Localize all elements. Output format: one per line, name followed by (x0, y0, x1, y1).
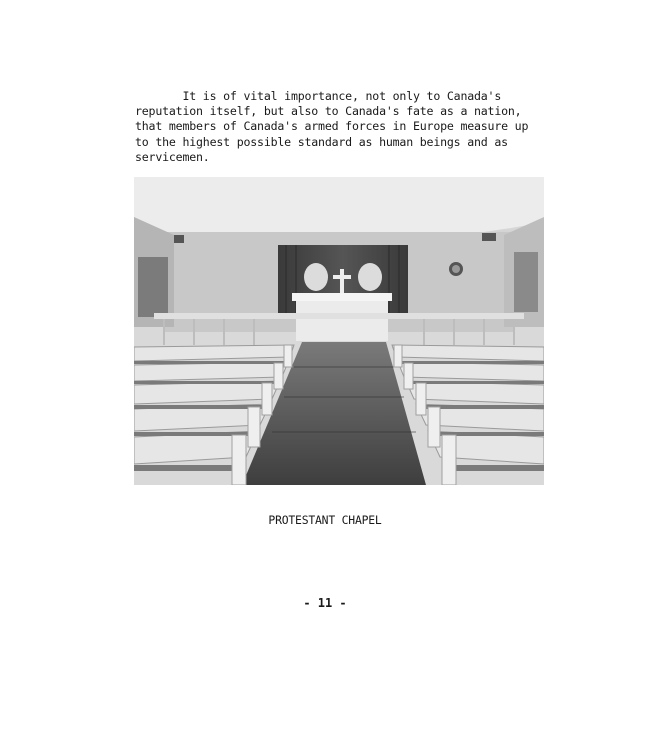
photo-caption: PROTESTANT CHAPEL (268, 513, 382, 527)
paragraph-line: servicemen. (135, 149, 210, 164)
paragraph-line: It is of vital importance, not only to Canada's (135, 89, 502, 103)
paragraph-line: to the highest possible standard as human beings and as (135, 134, 508, 149)
paragraph-line: reputation itself, but also to Canada's fate as a nation, (135, 104, 522, 119)
paragraph-line: that members of Canada's armed forces in Europe measure up (135, 119, 529, 134)
chapel-photo (134, 177, 544, 485)
page-number: - 11 - (303, 596, 347, 610)
body-paragraph (135, 89, 555, 165)
